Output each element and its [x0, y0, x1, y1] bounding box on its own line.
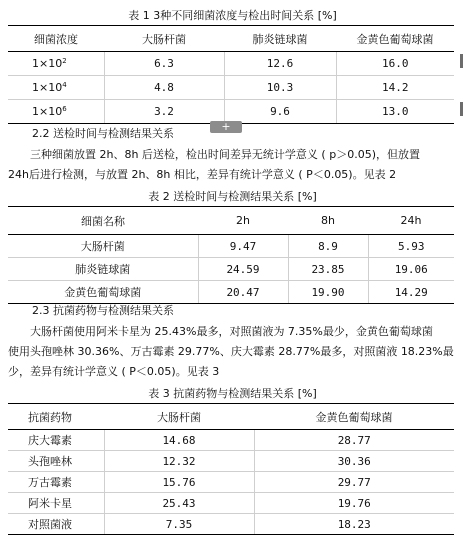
bacteria-name-cell: 金黄色葡萄球菌 — [8, 281, 198, 304]
table3-header-row — [8, 404, 454, 430]
value-cell: 9.47 — [198, 235, 288, 258]
table3-header-1: 大肠杆菌 — [104, 404, 254, 430]
table2-header-row — [8, 207, 454, 235]
scroll-marker — [460, 54, 463, 68]
value-cell: 12.6 — [224, 52, 336, 76]
value-cell: 8.9 — [288, 235, 368, 258]
table-row — [8, 430, 454, 451]
table1-header-0: 细菌浓度 — [8, 26, 104, 52]
table-row — [8, 451, 454, 472]
drug-name-cell: 阿米卡星 — [8, 493, 104, 514]
drug-name-cell: 庆大霉素 — [8, 430, 104, 451]
value-cell: 19.06 — [368, 258, 454, 281]
bacteria-name-cell: 肺炎链球菌 — [8, 258, 198, 281]
value-cell: 7.35 — [104, 514, 254, 535]
value-cell: 25.43 — [104, 493, 254, 514]
value-cell: 6.3 — [104, 52, 224, 76]
value-cell: 20.47 — [198, 281, 288, 304]
value-cell: 28.77 — [254, 430, 454, 451]
value-cell: 19.76 — [254, 493, 454, 514]
section-2-3-heading: 2.3 抗菌药物与检测结果关系 — [32, 304, 174, 317]
value-cell: 29.77 — [254, 472, 454, 493]
table1-header-3: 金黄色葡萄球菌 — [336, 26, 454, 52]
table1-header-2: 肺炎链球菌 — [224, 26, 336, 52]
drug-name-cell: 头孢唑林 — [8, 451, 104, 472]
value-cell: 19.90 — [288, 281, 368, 304]
table1-header-row — [8, 26, 454, 52]
concentration-cell: $1\times 10^6$ — [8, 100, 104, 124]
table1-caption: 表 1 3种不同细菌浓度与检出时间关系 [%] — [128, 9, 337, 22]
concentration-cell: $1\times 10^4$ — [8, 76, 104, 100]
table2-header-2: 8h — [288, 207, 368, 235]
add-button[interactable]: + — [210, 121, 242, 133]
paragraph-line: 三种细菌放置 2h、8h 后送检，检出时间差异无统计学意义 ( p＞0.05)，但放置 — [30, 148, 420, 161]
bacteria-name-cell: 大肠杆菌 — [8, 235, 198, 258]
value-cell: 14.68 — [104, 430, 254, 451]
drug-name-cell: 万古霉素 — [8, 472, 104, 493]
value-cell: 5.93 — [368, 235, 454, 258]
concentration-cell: $1\times 10^2$ — [8, 52, 104, 76]
table2-header-3: 24h — [368, 207, 454, 235]
value-cell: 12.32 — [104, 451, 254, 472]
table-row — [8, 281, 454, 304]
section-2-3-paragraph — [8, 322, 458, 382]
table-row — [8, 52, 454, 76]
table3-header-0: 抗菌药物 — [8, 404, 104, 430]
value-cell: 14.29 — [368, 281, 454, 304]
value-cell: 14.2 — [336, 76, 454, 100]
table-row — [8, 472, 454, 493]
table1 — [8, 25, 454, 124]
table3-caption: 表 3 抗菌药物与检测结果关系 [%] — [148, 387, 317, 400]
table-row — [8, 514, 454, 535]
value-cell: 23.85 — [288, 258, 368, 281]
table-row — [8, 493, 454, 514]
drug-name-cell: 对照菌液 — [8, 514, 104, 535]
section-2-2-heading: 2.2 送检时间与检测结果关系 — [32, 127, 174, 140]
table1-header-1: 大肠杆菌 — [104, 26, 224, 52]
value-cell: 13.0 — [336, 100, 454, 124]
table2-caption: 表 2 送检时间与检测结果关系 [%] — [148, 190, 317, 203]
table-row — [8, 100, 454, 124]
table2-header-1: 2h — [198, 207, 288, 235]
table-row — [8, 76, 454, 100]
value-cell: 24.59 — [198, 258, 288, 281]
table-row — [8, 235, 454, 258]
paragraph-line: 24h后进行检测，与放置 2h、8h 相比，差异有统计学意义 ( P＜0.05)。见表 2 — [8, 168, 397, 181]
value-cell: 9.6 — [224, 100, 336, 124]
paragraph-line: 使用头孢唑林 30.36%、万古霉素 29.77%、庆大霉素 28.77%最多，对照菌液 18.23%最 — [8, 345, 454, 358]
value-cell: 15.76 — [104, 472, 254, 493]
value-cell: 4.8 — [104, 76, 224, 100]
paragraph-line: 少，差异有统计学意义 ( P＜0.05)。见表 3 — [8, 365, 220, 378]
value-cell: 10.3 — [224, 76, 336, 100]
table-row — [8, 258, 454, 281]
paragraph-line: 大肠杆菌使用阿米卡星为 25.43%最多，对照菌液为 7.35%最少，金黄色葡萄球菌 — [30, 325, 433, 338]
value-cell: 18.23 — [254, 514, 454, 535]
table2-header-0: 细菌名称 — [8, 207, 198, 235]
table3-header-2: 金黄色葡萄球菌 — [254, 404, 454, 430]
value-cell: 3.2 — [104, 100, 224, 124]
value-cell: 30.36 — [254, 451, 454, 472]
scroll-marker — [460, 102, 463, 116]
table3 — [8, 403, 454, 535]
table2 — [8, 206, 454, 304]
section-2-2-paragraph — [8, 145, 458, 185]
value-cell: 16.0 — [336, 52, 454, 76]
